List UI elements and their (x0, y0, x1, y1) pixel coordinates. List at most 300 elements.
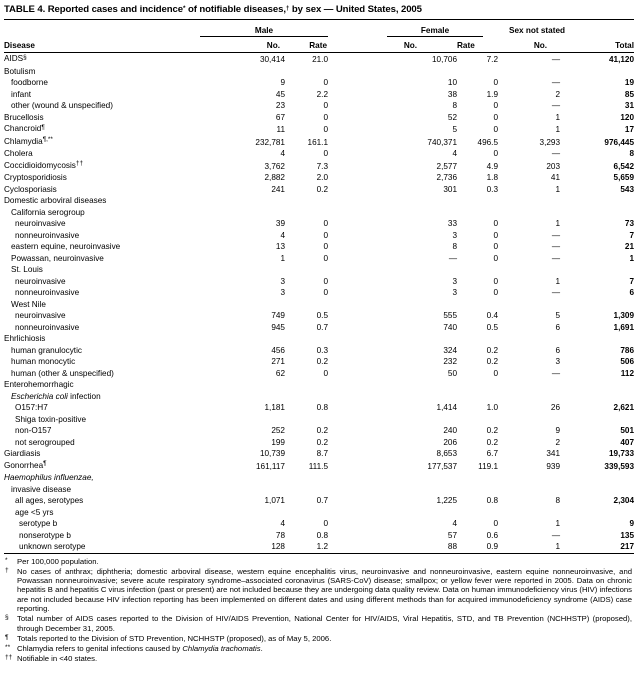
total-cell: 407 (620, 437, 635, 447)
male-rate-cell (285, 66, 328, 78)
male-no-cell: 161,117 (256, 461, 285, 471)
disease-label: West Nile (11, 299, 46, 309)
male-rate-cell (285, 391, 328, 403)
table-row (4, 89, 634, 101)
disease-label: eastern equine, neuroinvasive (11, 242, 121, 251)
table-row (4, 136, 634, 149)
male-rate-cell: 0.2 (316, 357, 329, 366)
disease-label: human monocytic (11, 357, 76, 366)
total-cell (560, 66, 634, 78)
female-no-cell: 8 (452, 242, 458, 251)
male-no-cell: 11 (276, 125, 285, 134)
table-row (4, 402, 634, 414)
disease-label: neuroinvasive (15, 311, 66, 320)
table-section-row (4, 379, 634, 391)
total-cell (560, 472, 634, 484)
male-no-cell: 23 (275, 101, 285, 110)
disease-label: California serogroup (11, 207, 85, 217)
table-row (4, 460, 634, 473)
sex-not-stated-no-cell: 1 (555, 184, 561, 194)
female-rate-cell: 0 (493, 368, 499, 378)
sex-not-stated-no-column-header: No. (498, 37, 560, 53)
table-row (4, 518, 634, 530)
male-group-label: Male (200, 26, 328, 37)
table-row (4, 172, 634, 184)
disease-label: nonneuroinvasive (15, 230, 80, 240)
disease-column-header: Disease (4, 37, 200, 53)
male-rate-cell: 0 (323, 276, 329, 286)
total-cell (560, 391, 634, 403)
footnote (4, 654, 632, 663)
footnote-symbol: ** (5, 644, 11, 652)
male-no-cell: 4 (280, 149, 285, 158)
male-rate-cell: 0 (323, 368, 329, 378)
female-no-cell: 57 (447, 530, 458, 540)
female-no-cell (328, 299, 457, 311)
male-rate-cell: 2.2 (316, 89, 329, 99)
male-no-cell: 749 (271, 311, 285, 320)
male-no-cell: 45 (275, 89, 285, 99)
male-rate-cell: 8.7 (316, 449, 329, 458)
female-rate-cell: 0.6 (486, 530, 499, 540)
female-rate-cell: 0.2 (486, 357, 499, 366)
female-rate-cell: 496.5 (477, 137, 499, 147)
table-row (4, 160, 634, 173)
sex-not-stated-no-cell: 6 (555, 345, 561, 355)
sex-not-stated-no-cell (498, 391, 560, 403)
table-row (4, 287, 634, 299)
table-row (4, 276, 634, 288)
female-no-cell: — (448, 253, 458, 263)
sex-not-stated-no-cell: 1 (555, 542, 561, 551)
table-section-row (4, 484, 634, 496)
footnote-text: Total number of AIDS cases reported to the Division of HIV/AIDS Prevention, National Center for HIV/AIDS, Viral Hepatitis, STD, and TB Prevention (NCHHSTP) (proposed), through December 31, 2005. (17, 614, 632, 633)
male-no-cell: 3 (280, 276, 285, 286)
female-rate-cell: 1.9 (486, 89, 499, 99)
male-rate-cell: 0.7 (316, 322, 329, 332)
sex-not-stated-no-cell: 1 (555, 276, 561, 286)
sex-not-stated-no-cell: — (551, 55, 561, 64)
total-cell: 6 (629, 288, 635, 297)
female-rate-cell: 0 (493, 78, 499, 87)
disease-label: foodborne (11, 78, 48, 87)
male-no-cell: 62 (275, 368, 285, 378)
sex-not-stated-no-cell: 2 (555, 89, 561, 99)
male-no-cell: 4 (280, 519, 285, 528)
notifiable-diseases-table (4, 22, 634, 554)
footnote-text: Per 100,000 population. (17, 556, 99, 566)
sex-not-stated-no-cell: 9 (555, 426, 561, 435)
total-cell: 19,733 (608, 449, 635, 458)
sex-not-stated-no-cell: 3 (555, 357, 561, 366)
disease-label: serotype b (19, 519, 58, 528)
female-no-cell: 1,225 (436, 496, 458, 505)
disease-label: Powassan, neuroinvasive (11, 253, 104, 263)
female-rate-cell: 0 (493, 288, 499, 297)
male-rate-cell: 0 (323, 230, 329, 240)
female-rate-cell: 6.7 (486, 449, 499, 458)
female-no-cell: 33 (447, 219, 458, 228)
male-no-cell: 9 (280, 78, 285, 87)
disease-label: human (other & unspecified) (11, 368, 114, 378)
female-rate-cell (457, 507, 498, 519)
female-rate-cell (457, 333, 498, 345)
footnote-symbol: †† (5, 654, 13, 662)
table-row (4, 218, 634, 230)
sex-not-stated-no-cell: 2 (555, 437, 561, 447)
table-row (4, 53, 634, 66)
table-section-row (4, 472, 634, 484)
total-cell: 41,120 (608, 55, 635, 64)
table-row (4, 495, 634, 507)
male-no-cell: 30,414 (259, 55, 285, 64)
male-rate-cell (285, 507, 328, 519)
table-row (4, 541, 634, 553)
total-cell (560, 207, 634, 219)
female-rate-cell: 7.2 (486, 55, 499, 64)
disease-label: AIDS§ (4, 53, 27, 63)
female-rate-cell: 0.2 (486, 426, 499, 435)
male-rate-cell: 0.5 (316, 311, 329, 320)
sex-not-stated-no-cell: — (551, 368, 561, 378)
sex-not-stated-no-cell: 6 (555, 322, 561, 332)
sex-not-stated-no-cell: 1 (555, 112, 561, 122)
male-rate-cell: 0 (323, 219, 329, 228)
total-cell: 7 (629, 230, 635, 240)
male-rate-cell: 0 (323, 242, 329, 251)
total-cell (560, 507, 634, 519)
total-cell (560, 333, 634, 345)
sex-not-stated-no-cell: 341 (546, 449, 561, 458)
female-no-cell: 8,653 (436, 449, 458, 458)
female-no-cell: 88 (447, 542, 458, 551)
female-no-cell: 555 (443, 311, 458, 320)
total-cell: 8 (629, 149, 635, 158)
female-no-cell: 206 (443, 437, 458, 447)
table-row (4, 368, 634, 380)
sex-not-stated-group-label: Sex not stated (509, 26, 565, 35)
sex-not-stated-no-cell (498, 333, 560, 345)
male-no-cell: 945 (271, 322, 285, 332)
female-rate-cell (457, 195, 498, 207)
total-cell: 6,542 (613, 161, 635, 171)
total-cell (560, 299, 634, 311)
total-cell: 2,304 (613, 496, 635, 505)
male-no-cell: 39 (275, 219, 285, 228)
female-no-cell: 10,706 (431, 55, 458, 64)
female-rate-cell (457, 299, 498, 311)
female-rate-cell (457, 472, 498, 484)
disease-label: nonserotype b (19, 530, 71, 540)
female-no-cell: 232 (443, 357, 458, 366)
sex-not-stated-no-cell (498, 507, 560, 519)
total-cell: 120 (620, 112, 635, 122)
sex-not-stated-no-cell: 8 (555, 496, 561, 505)
male-no-cell: 1,071 (264, 496, 285, 505)
female-no-cell: 4 (452, 149, 458, 158)
sex-not-stated-no-cell: — (551, 253, 561, 263)
female-no-cell: 50 (447, 368, 458, 378)
female-rate-cell: 0 (493, 230, 499, 240)
table-row (4, 437, 634, 449)
male-rate-cell: 0 (323, 288, 329, 297)
total-cell: 339,593 (604, 461, 635, 471)
male-no-cell (200, 484, 285, 496)
male-no-cell (200, 414, 285, 426)
male-rate-cell (285, 333, 328, 345)
female-rate-cell (457, 207, 498, 219)
male-rate-cell: 0 (323, 125, 329, 134)
table-section-row (4, 507, 634, 519)
male-rate-cell: 0 (323, 519, 329, 528)
female-rate-cell: 0.3 (486, 184, 499, 194)
table-section-row (4, 66, 634, 78)
footnote-symbol: † (5, 566, 9, 574)
footnote-symbol: § (5, 614, 9, 622)
sex-not-stated-no-cell (498, 414, 560, 426)
footnote-text: Notifiable in <40 states. (17, 654, 98, 664)
male-rate-cell (285, 472, 328, 484)
female-no-cell (328, 264, 457, 276)
sex-not-stated-no-cell (498, 484, 560, 496)
male-rate-cell: 0.8 (316, 403, 329, 412)
male-rate-cell: 0 (323, 101, 329, 110)
female-no-cell (328, 507, 457, 519)
male-rate-cell: 161.1 (307, 137, 329, 147)
footnote-symbol: ¶ (5, 633, 9, 641)
male-rate-cell: 0.2 (316, 426, 329, 435)
sex-not-stated-no-cell: — (551, 288, 561, 297)
total-header-spacer (560, 22, 634, 37)
disease-label: infant (11, 89, 32, 99)
table-row (4, 148, 634, 160)
disease-label: Ehrlichiosis (4, 334, 46, 343)
female-rate-cell: 0 (493, 101, 499, 110)
female-rate-cell: 119.1 (478, 461, 499, 471)
table-row (4, 322, 634, 334)
total-cell: 5,659 (613, 173, 635, 182)
table-section-row (4, 333, 634, 345)
disease-label: Giardiasis (4, 449, 41, 458)
total-cell: 85 (624, 89, 635, 99)
female-no-cell: 3 (452, 230, 458, 240)
female-rate-cell: 0.5 (486, 322, 499, 332)
male-no-cell: 199 (271, 437, 285, 447)
disease-label: O157:H7 (15, 403, 48, 412)
female-no-cell: 740 (443, 322, 458, 332)
total-cell (560, 484, 634, 496)
female-rate-cell: 0 (493, 149, 499, 158)
male-rate-cell: 0.7 (316, 496, 329, 505)
female-no-cell (328, 379, 457, 391)
table-row (4, 448, 634, 460)
disease-header-spacer (4, 22, 200, 37)
female-rate-cell: 0 (493, 242, 499, 251)
female-no-cell: 1,414 (436, 403, 458, 412)
total-cell: 1 (629, 253, 635, 263)
male-no-cell: 67 (275, 112, 285, 122)
total-cell: 21 (624, 242, 635, 251)
female-no-cell: 2,577 (436, 161, 458, 171)
female-rate-cell (457, 66, 498, 78)
table-row (4, 253, 634, 265)
female-rate-cell: 0.2 (486, 437, 499, 447)
disease-label: neuroinvasive (15, 219, 66, 228)
male-rate-cell: 21.0 (312, 55, 329, 64)
male-no-cell: 456 (271, 345, 285, 355)
footnote (4, 567, 632, 613)
female-no-cell (328, 484, 457, 496)
sex-not-stated-no-cell: 939 (546, 461, 561, 471)
male-no-cell: 78 (275, 530, 285, 540)
sex-not-stated-no-cell: 5 (555, 311, 561, 320)
male-no-cell: 3 (280, 288, 285, 297)
male-rate-cell (285, 484, 328, 496)
table-row (4, 425, 634, 437)
male-rate-cell: 7.3 (316, 161, 329, 171)
table-row (4, 77, 634, 89)
table-section-row (4, 264, 634, 276)
disease-label: human granulocytic (11, 345, 82, 355)
female-no-cell: 301 (443, 184, 458, 194)
total-cell: 31 (624, 101, 635, 110)
table-row (4, 345, 634, 357)
disease-label: other (wound & unspecified) (11, 101, 113, 110)
female-rate-cell: 0 (493, 219, 499, 228)
female-no-column-header: No. (328, 37, 457, 53)
male-no-cell: 1 (280, 253, 285, 263)
female-rate-cell (457, 414, 498, 426)
table-row (4, 112, 634, 124)
male-rate-cell: 1.2 (316, 542, 329, 551)
male-rate-cell (285, 414, 328, 426)
disease-label: Escherichia coli infection (11, 391, 101, 401)
total-cell (560, 195, 634, 207)
disease-label: Botulism (4, 66, 36, 76)
male-no-cell (200, 472, 285, 484)
disease-label: Cyclosporiasis (4, 184, 57, 194)
female-rate-cell (457, 391, 498, 403)
footnote-text: No cases of anthrax; diphtheria; domestic arboviral disease, western equine encephalitis virus, neuroinvasive and nonneuroinvasive, eastern equine nonneuroinvasive, and Powassan nonneuroinvasive; severe acute respiratory syndrome–associated coronavirus (SARS-CoV) disease; smallpox; or yellow fever were reported in 2005. Data on chronic hepatitis B and hepatitis C virus infection (past or present) are not included because they are undergoing data quality review. Data on human immunodeficiency virus (HIV) infections are not included because HIV infection reporting has been implemented on different dates and using different methods than for acquired immunodeficiency syndrome (AIDS) case reporting. (17, 566, 632, 613)
total-cell: 501 (620, 426, 635, 435)
footnote-text: Totals reported to the Division of STD Prevention, NCHHSTP (proposed), as of May 5, 2006. (17, 633, 332, 643)
footnote (4, 634, 632, 643)
male-rate-cell: 0 (323, 149, 329, 158)
footnote (4, 557, 632, 566)
male-no-cell (200, 264, 285, 276)
male-rate-cell: 0.3 (316, 345, 329, 355)
table-row (4, 530, 634, 542)
sex-not-stated-no-cell: 1 (555, 125, 561, 134)
total-cell (560, 379, 634, 391)
footnote (4, 614, 632, 633)
male-rate-cell: 111.5 (308, 461, 329, 471)
female-no-cell: 4 (452, 519, 458, 528)
male-no-cell: 10,739 (259, 449, 285, 458)
female-rate-cell: 1.0 (486, 403, 499, 412)
female-rate-cell: 0 (493, 519, 499, 528)
total-cell: 543 (620, 184, 635, 194)
column-header-row (4, 37, 634, 53)
table-body (4, 53, 634, 554)
disease-label: age <5 yrs (15, 507, 54, 517)
male-no-cell (200, 195, 285, 207)
male-rate-column-header: Rate (285, 37, 328, 53)
male-no-cell (200, 333, 285, 345)
total-cell: 73 (624, 219, 635, 228)
total-cell: 1,309 (613, 311, 635, 320)
sex-not-stated-no-cell (498, 264, 560, 276)
female-rate-cell: 0 (493, 276, 499, 286)
male-no-cell: 3,762 (264, 161, 285, 171)
total-cell: 976,445 (604, 137, 635, 147)
female-no-cell: 740,371 (427, 137, 458, 147)
male-no-cell (200, 379, 285, 391)
sex-not-stated-no-cell (498, 299, 560, 311)
male-rate-cell: 0.2 (316, 184, 329, 194)
female-no-cell: 3 (452, 276, 458, 286)
male-rate-cell (285, 379, 328, 391)
male-rate-cell: 0.2 (316, 437, 329, 447)
female-no-cell: 5 (452, 125, 458, 134)
male-no-cell (200, 207, 285, 219)
male-rate-cell (285, 195, 328, 207)
male-no-cell: 128 (271, 542, 285, 551)
total-column-header: Total (560, 37, 634, 53)
disease-label: not serogrouped (15, 437, 75, 447)
sex-not-stated-no-cell: 1 (555, 519, 561, 528)
sex-not-stated-no-cell (498, 207, 560, 219)
sex-not-stated-no-cell (498, 66, 560, 78)
disease-label: Coccidioidomycosis†† (4, 160, 84, 170)
sex-not-stated-no-cell: — (551, 530, 561, 540)
female-rate-cell: 0 (493, 112, 499, 122)
disease-label: Cryptosporidiosis (4, 173, 67, 182)
female-no-cell: 10 (447, 78, 458, 87)
female-no-cell (328, 66, 457, 78)
sex-not-stated-no-cell: 1 (555, 219, 561, 228)
group-header-row (4, 22, 634, 37)
male-rate-cell (285, 264, 328, 276)
total-cell: 112 (620, 368, 635, 378)
disease-label: Gonorrhea¶ (4, 460, 47, 470)
table-section-row (4, 414, 634, 426)
footnote-symbol: * (5, 556, 8, 564)
disease-label: Haemophilus influenzae, (4, 473, 94, 482)
female-rate-cell (457, 264, 498, 276)
female-no-cell (328, 333, 457, 345)
female-rate-cell (457, 379, 498, 391)
table-row (4, 230, 634, 242)
table-section-row (4, 299, 634, 311)
total-cell: 17 (624, 125, 635, 134)
total-cell (560, 264, 634, 276)
male-rate-cell: 0 (323, 112, 329, 122)
table-header (4, 22, 634, 53)
female-no-cell (328, 195, 457, 207)
female-rate-cell: 0.8 (486, 496, 499, 505)
female-no-cell (328, 472, 457, 484)
male-rate-cell: 0 (323, 78, 329, 87)
male-no-cell (200, 391, 285, 403)
female-rate-cell (457, 484, 498, 496)
male-no-cell: 13 (275, 242, 285, 251)
female-group-header (328, 22, 498, 37)
disease-label: Brucellosis (4, 112, 44, 122)
female-no-cell (328, 207, 457, 219)
sex-not-stated-no-cell: — (551, 78, 561, 87)
disease-label: Enterohemorrhagic (4, 380, 74, 389)
